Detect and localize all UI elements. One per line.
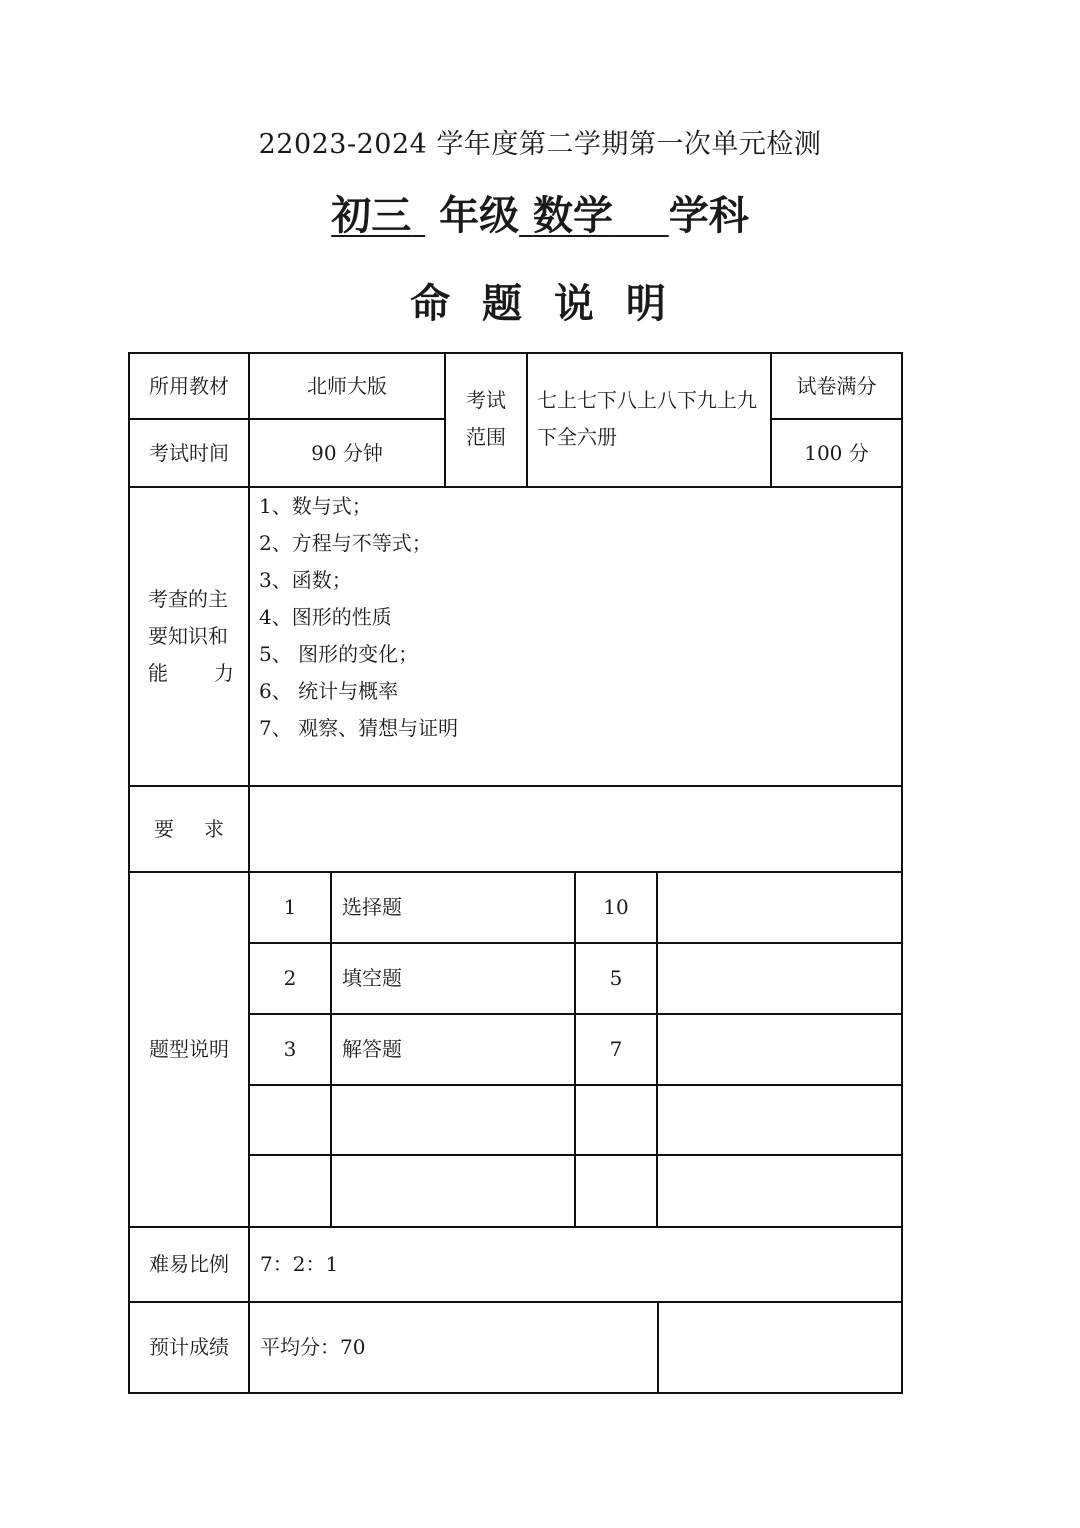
- subject-suffix: 学科: [668, 193, 749, 239]
- question-types-label: 题型说明: [149, 1037, 229, 1061]
- question-name: 解答题: [342, 1037, 402, 1061]
- knowledge-label: [130, 488, 248, 785]
- scope-value-line1: 七上七下八上八下九上九: [537, 388, 757, 412]
- requirements-label-b: 求: [204, 816, 224, 841]
- list-item: 3、函数；: [259, 568, 352, 592]
- list-item: 4、图形的性质: [259, 605, 392, 629]
- expected-value: 平均分：70: [260, 1335, 366, 1359]
- requirements-value: [250, 787, 901, 871]
- knowledge-label-line3: [148, 655, 234, 692]
- question-no: 2: [283, 966, 297, 990]
- question-note: [658, 1156, 901, 1226]
- full-score-value: 100 分: [804, 440, 869, 465]
- knowledge-list: [259, 488, 458, 747]
- question-name: [332, 1156, 574, 1226]
- table-border-bottom: [129, 1392, 903, 1394]
- table-border-right: [901, 352, 903, 1394]
- full-score-label: 试卷满分: [796, 373, 877, 398]
- scope-label: [446, 382, 526, 456]
- exam-title: 22023-2024 学年度第二学期第一次单元检测: [258, 129, 822, 160]
- time-value: 90 分钟: [311, 440, 383, 465]
- textbook-value: 北师大版: [307, 373, 387, 398]
- list-item: 1、数与式；: [259, 494, 372, 518]
- subject-value: 数学: [533, 193, 614, 239]
- doc-heading: 命 题 说 明: [410, 281, 670, 327]
- scope-label-line1: 考试: [466, 388, 506, 412]
- question-no: [250, 1156, 330, 1226]
- scope-value-line2: 下全六册: [537, 425, 617, 449]
- list-item: 6、 统计与概率: [259, 679, 399, 703]
- question-note: [658, 873, 901, 942]
- question-count: 7: [609, 1037, 623, 1061]
- knowledge-label-line3a: 能: [148, 661, 168, 685]
- expected-extra: [659, 1303, 901, 1392]
- question-note: [658, 944, 901, 1013]
- scope-value: [537, 382, 769, 456]
- col-divider: [526, 352, 528, 487]
- grade-suffix: 年级: [439, 193, 520, 239]
- question-count: [576, 1086, 656, 1154]
- knowledge-label-line2: 要知识和: [148, 624, 228, 648]
- list-item: 7、 观察、猜想与证明: [259, 716, 459, 740]
- question-name: 填空题: [342, 966, 402, 990]
- question-no: 3: [283, 1037, 297, 1061]
- question-count: [576, 1156, 656, 1226]
- question-count: 5: [609, 966, 623, 990]
- knowledge-label-line3b: 力: [214, 661, 234, 685]
- knowledge-label-line1: 考查的主: [148, 587, 228, 611]
- textbook-label: 所用教材: [149, 373, 229, 398]
- question-name: 选择题: [342, 895, 402, 919]
- question-no: [250, 1086, 330, 1154]
- list-item: 2、方程与不等式；: [259, 531, 432, 555]
- expected-label: 预计成绩: [149, 1335, 229, 1359]
- question-name: [332, 1086, 574, 1154]
- question-note: [658, 1015, 901, 1084]
- scope-label-line2: 范围: [466, 425, 506, 449]
- difficulty-label: 难易比例: [149, 1252, 229, 1276]
- requirements-label: [130, 787, 248, 871]
- list-item: 5、 图形的变化；: [259, 642, 419, 666]
- question-note: [658, 1086, 901, 1154]
- question-count: 10: [603, 895, 629, 919]
- question-no: 1: [283, 895, 297, 919]
- difficulty-value: 7：2：1: [260, 1252, 339, 1276]
- requirements-label-a: 要: [154, 816, 174, 841]
- grade-value: 初三: [331, 193, 412, 239]
- time-label: 考试时间: [149, 440, 229, 465]
